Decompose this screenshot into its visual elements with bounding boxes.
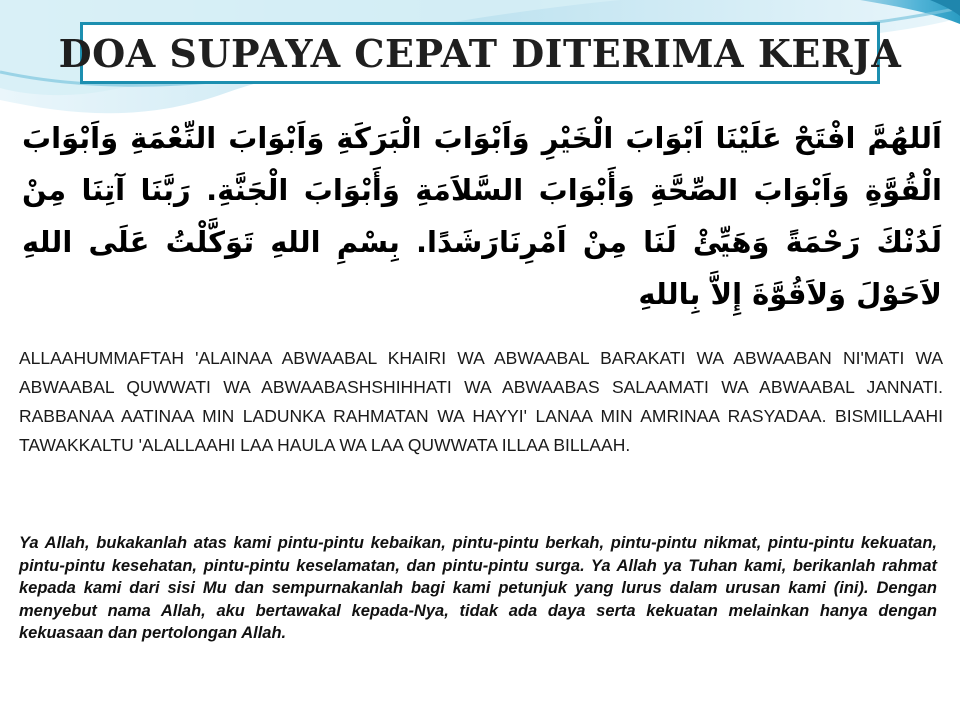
translation-paragraph: Ya Allah, bukakanlah atas kami pintu-pintu kebaikan, pintu-pintu berkah, pintu-pintu nikmat, pintu-pintu kekuatan, pintu-pintu kesehatan, pintu-pintu keselamatan, dan pintu-pintu surga. Ya Allah ya Tuhan kami, berikanlah rahmat kepada kami dari sisi Mu dan sempurnakanlah bagi kami petunjuk yang lurus dalam urusan kami (ini). Dengan menyebut nama Allah, aku bertawakal kepada-Nya, tidak ada daya serta kekuatan melainkan hanya dengan kekuasaan dan pertolongan Allah. (19, 534, 937, 642)
title-box (58, 22, 902, 84)
transliteration-paragraph: ALLAAHUMMAFTAH 'ALAINAA ABWAABAL KHAIRI WA ABWAABAL BARAKATI WA ABWAABAN NI'MATI WA ABWAABAL QUWWATI WA ABWAABASHSHIHHATI WA ABWAABAS SALAAMATI WA ABWAABAL JANNATI. RABBANAA AATINAA MIN LADUNKA RAHMATAN WA HAYYI' LANAA MIN AMRINAA RASYADAA. BISMILLAAHI TAWAKKALTU 'ALALLAAHI LAA HAULA WA LAA QUWWATA ILLAA BILLAAH. (19, 348, 943, 455)
page-title: DOA SUPAYA CEPAT DITERIMA KERJA (58, 30, 902, 76)
arabic-prayer-text: اَللهُمَّ افْتَحْ عَلَيْنَا اَبْوَابَ الْخَيْرِ وَاَبْوَابَ الْبَرَكَةِ وَاَبْوَابَ النِّعْمَةِ وَاَبْوَابَ الْقُوَّةِ وَاَبْوَابَ الصِّحَّةِ وَأَبْوَابَ السَّلاَمَةِ وَأَبْوَابَ الْجَنَّةِ. رَبَّنَا آتِنَا مِنْ لَدُنْكَ رَحْمَةً وَهَيِّئْ لَنَا مِنْ اَمْرِنَارَشَدًا. بِسْمِ اللهِ تَوَكَّلْتُ عَلَى اللهِ لاَحَوْلَ وَلاَقُوَّةَ إِلاَّ بِاللهِ (22, 121, 942, 311)
